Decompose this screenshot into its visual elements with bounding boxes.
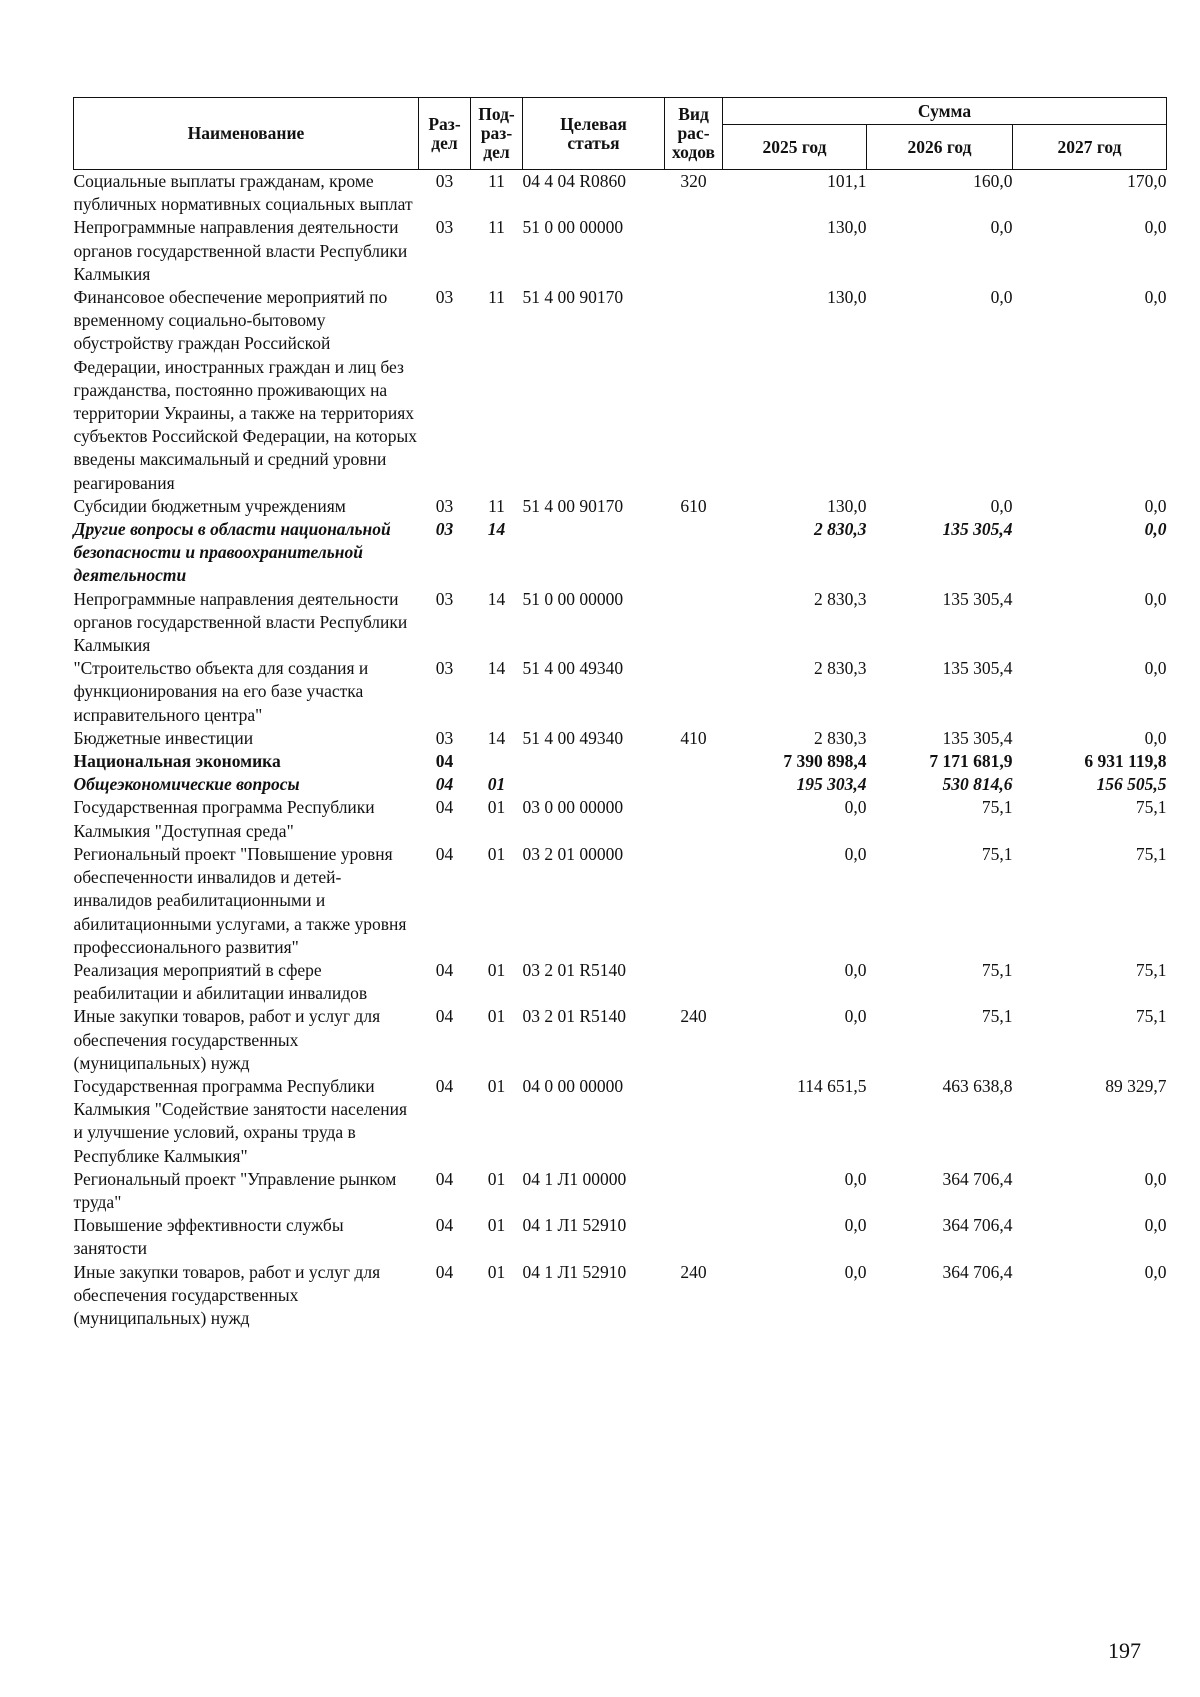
cell-vid-raskhodov: 410 bbox=[680, 727, 707, 748]
header-year-2026: 2026 год bbox=[867, 125, 1013, 170]
cell-podrazdel: 11 bbox=[488, 171, 505, 191]
cell-podrazdel: 14 bbox=[487, 658, 506, 679]
cell-2025: 0,0 bbox=[844, 797, 867, 818]
cell-2025: 114 651,5 bbox=[797, 1075, 867, 1096]
cell-podrazdel: 01 bbox=[487, 797, 506, 818]
cell-2026: 135 305,4 bbox=[942, 658, 1013, 679]
cell-vid-raskhodov bbox=[665, 286, 723, 495]
cell-tselevaya-statya: 03 2 01 R5140 bbox=[522, 959, 627, 980]
cell-vid-raskhodov bbox=[665, 750, 723, 773]
cell-podrazdel: 01 bbox=[487, 1075, 506, 1096]
cell-razdel: 04 bbox=[435, 1075, 454, 1096]
cell-tselevaya-statya: 03 2 01 00000 bbox=[522, 843, 624, 864]
cell-2026: 530 814,6 bbox=[942, 774, 1013, 795]
cell-2025: 0,0 bbox=[844, 1261, 867, 1282]
cell-2027: 75,1 bbox=[1135, 1006, 1167, 1027]
cell-2026: 0,0 bbox=[990, 495, 1013, 516]
cell-tselevaya-statya: 51 0 00 00000 bbox=[522, 217, 624, 238]
cell-2025: 7 390 898,4 bbox=[783, 751, 867, 772]
cell-podrazdel: 11 bbox=[488, 217, 505, 238]
cell-2027: 0,0 bbox=[1144, 1215, 1167, 1236]
page-number: 197 bbox=[1108, 1638, 1141, 1663]
table-row bbox=[74, 495, 1167, 518]
cell-podrazdel: 11 bbox=[488, 495, 505, 516]
cell-2027: 0,0 bbox=[1144, 217, 1167, 238]
cell-tselevaya-statya: 04 1 Л1 52910 bbox=[522, 1261, 627, 1282]
table-header bbox=[74, 98, 1167, 170]
table-row bbox=[74, 1261, 1167, 1331]
cell-2026: 75,1 bbox=[981, 959, 1013, 980]
cell-name: Непрограммные направления деятельности органов государственной власти Республики Калмыкия bbox=[73, 588, 408, 656]
cell-tselevaya-statya bbox=[523, 750, 665, 773]
cell-2025: 2 830,3 bbox=[814, 727, 867, 748]
cell-2027: 75,1 bbox=[1135, 959, 1167, 980]
cell-razdel: 03 bbox=[435, 171, 454, 191]
cell-tselevaya-statya: 51 4 00 49340 bbox=[522, 658, 624, 679]
cell-tselevaya-statya: 51 4 00 90170 bbox=[522, 495, 624, 516]
cell-2026: 75,1 bbox=[981, 797, 1013, 818]
cell-vid-raskhodov bbox=[665, 1075, 723, 1168]
cell-2026: 135 305,4 bbox=[942, 727, 1013, 748]
cell-razdel: 03 bbox=[435, 658, 454, 679]
cell-tselevaya-statya bbox=[523, 518, 665, 588]
cell-vid-raskhodov bbox=[665, 773, 723, 796]
cell-tselevaya-statya: 51 4 00 90170 bbox=[522, 287, 624, 308]
cell-razdel: 03 bbox=[435, 287, 454, 308]
table-row bbox=[74, 773, 1167, 796]
cell-2025: 0,0 bbox=[844, 1168, 867, 1189]
cell-podrazdel: 01 bbox=[487, 1006, 506, 1027]
cell-name: Повышение эффективности службы занятости bbox=[73, 1215, 344, 1259]
cell-2027: 0,0 bbox=[1144, 658, 1167, 679]
cell-razdel: 04 bbox=[435, 774, 454, 795]
cell-2026: 160,0 bbox=[973, 171, 1013, 191]
cell-razdel: 04 bbox=[435, 1215, 454, 1236]
table-row bbox=[74, 1168, 1167, 1214]
header-summa: Сумма bbox=[723, 98, 1167, 125]
cell-vid-raskhodov bbox=[665, 518, 723, 588]
cell-podrazdel bbox=[471, 750, 523, 773]
cell-2025: 0,0 bbox=[844, 843, 867, 864]
cell-vid-raskhodov bbox=[665, 796, 723, 842]
table-row bbox=[74, 1005, 1167, 1075]
cell-2025: 130,0 bbox=[827, 287, 867, 308]
cell-vid-raskhodov bbox=[665, 959, 723, 1005]
cell-name: "Строительство объекта для создания и функционирования на его базе участка исправительного центра" bbox=[73, 658, 369, 725]
header-tselevaya-statya: Целевая статья bbox=[523, 98, 665, 170]
cell-razdel: 04 bbox=[435, 751, 454, 772]
table-row bbox=[74, 1214, 1167, 1260]
cell-2025: 2 830,3 bbox=[814, 519, 867, 540]
table-row bbox=[74, 170, 1167, 217]
cell-vid-raskhodov: 320 bbox=[680, 171, 707, 191]
table-row bbox=[74, 588, 1167, 658]
cell-2025: 0,0 bbox=[844, 1215, 867, 1236]
cell-2027: 89 329,7 bbox=[1105, 1075, 1167, 1096]
cell-vid-raskhodov: 610 bbox=[680, 495, 707, 516]
cell-tselevaya-statya: 51 4 00 49340 bbox=[522, 727, 624, 748]
table-row bbox=[74, 796, 1167, 842]
cell-razdel: 03 bbox=[435, 727, 454, 748]
cell-razdel: 04 bbox=[435, 1006, 454, 1027]
cell-razdel: 03 bbox=[435, 588, 454, 609]
cell-razdel: 04 bbox=[435, 1168, 454, 1189]
cell-2027: 75,1 bbox=[1135, 797, 1167, 818]
cell-razdel: 04 bbox=[435, 797, 454, 818]
table-row bbox=[74, 843, 1167, 959]
table-row bbox=[74, 657, 1167, 727]
cell-2026: 0,0 bbox=[990, 287, 1013, 308]
cell-2025: 195 303,4 bbox=[796, 774, 867, 795]
header-podrazdel: Под- раз- дел bbox=[471, 98, 523, 170]
cell-2027: 0,0 bbox=[1144, 1168, 1167, 1189]
cell-2025: 101,1 bbox=[827, 171, 867, 191]
cell-2026: 75,1 bbox=[981, 1006, 1013, 1027]
cell-vid-raskhodov bbox=[665, 657, 723, 727]
cell-vid-raskhodov: 240 bbox=[680, 1006, 707, 1027]
cell-2026: 364 706,4 bbox=[942, 1168, 1013, 1189]
cell-name: Непрограммные направления деятельности органов государственной власти Республики Калмыкия bbox=[73, 217, 408, 284]
cell-razdel: 03 bbox=[435, 217, 454, 238]
cell-podrazdel: 01 bbox=[487, 843, 506, 864]
cell-podrazdel: 01 bbox=[487, 1168, 506, 1189]
cell-2026: 135 305,4 bbox=[942, 588, 1013, 609]
budget-table bbox=[73, 97, 1167, 1330]
cell-name: Другие вопросы в области национальной безопасности и правоохранительной деятельности bbox=[73, 519, 391, 586]
cell-razdel: 04 bbox=[435, 1261, 454, 1282]
cell-2027: 75,1 bbox=[1135, 843, 1167, 864]
cell-2026: 463 638,8 bbox=[942, 1075, 1013, 1096]
table-row bbox=[74, 1075, 1167, 1168]
cell-podrazdel: 01 bbox=[487, 959, 506, 980]
cell-podrazdel: 14 bbox=[487, 588, 506, 609]
table-row bbox=[74, 750, 1167, 773]
cell-vid-raskhodov bbox=[665, 1214, 723, 1260]
cell-vid-raskhodov bbox=[665, 588, 723, 658]
cell-2027: 0,0 bbox=[1144, 519, 1167, 540]
header-year-2025: 2025 год bbox=[723, 125, 867, 170]
cell-2025: 2 830,3 bbox=[814, 588, 867, 609]
cell-name: Региональный проект "Повышение уровня обеспеченности инвалидов и детей-инвалидов реабилитационными и абилитационными услугами, а также уровня профессионального развития" bbox=[73, 843, 407, 957]
table-row bbox=[74, 286, 1167, 495]
cell-2027: 0,0 bbox=[1144, 287, 1167, 308]
cell-podrazdel: 01 bbox=[487, 1261, 506, 1282]
table-row bbox=[74, 959, 1167, 1005]
cell-tselevaya-statya: 03 2 01 R5140 bbox=[522, 1006, 627, 1027]
cell-2027: 0,0 bbox=[1144, 588, 1167, 609]
cell-razdel: 03 bbox=[435, 495, 454, 516]
cell-2025: 0,0 bbox=[844, 959, 867, 980]
header-razdel: Раз- дел bbox=[419, 98, 471, 170]
cell-vid-raskhodov: 240 bbox=[680, 1261, 707, 1282]
cell-2025: 0,0 bbox=[844, 1006, 867, 1027]
cell-2025: 130,0 bbox=[827, 495, 867, 516]
cell-name: Социальные выплаты гражданам, кроме публичных нормативных социальных выплат bbox=[73, 171, 413, 215]
cell-tselevaya-statya: 04 0 00 00000 bbox=[522, 1075, 624, 1096]
cell-2026: 364 706,4 bbox=[942, 1261, 1013, 1282]
cell-2027: 156 505,5 bbox=[1096, 774, 1167, 795]
table-row bbox=[74, 216, 1167, 286]
cell-name: Общеэкономические вопросы bbox=[73, 774, 300, 795]
table-row bbox=[74, 727, 1167, 750]
cell-2027: 6 931 119,8 bbox=[1084, 751, 1167, 772]
cell-tselevaya-statya: 04 4 04 R0860 bbox=[522, 171, 627, 191]
table-row bbox=[74, 518, 1167, 588]
cell-name: Государственная программа Республики Калмыкия "Доступная среда" bbox=[73, 797, 375, 841]
header-year-2027: 2027 год bbox=[1013, 125, 1167, 170]
cell-2026: 135 305,4 bbox=[942, 519, 1013, 540]
cell-2026: 7 171 681,9 bbox=[929, 751, 1013, 772]
cell-name: Государственная программа Республики Калмыкия "Содействие занятости населения и улучшение условий, охраны труда в Республике Калмыкия" bbox=[73, 1075, 408, 1166]
cell-name: Финансовое обеспечение мероприятий по временному социально-бытовому обустройству граждан Российской Федерации, иностранных граждан и лиц без гражданства, постоянно проживающих на территории Украины, а также на территориях субъектов Российской Федерации, на которых введены максимальный и средний уровни реагирования bbox=[73, 287, 417, 493]
cell-name: Национальная экономика bbox=[73, 751, 281, 772]
cell-2027: 0,0 bbox=[1144, 1261, 1167, 1282]
cell-podrazdel: 11 bbox=[488, 287, 505, 308]
header-name: Наименование bbox=[74, 98, 419, 170]
header-vid-raskhodov: Вид рас- ходов bbox=[665, 98, 723, 170]
cell-tselevaya-statya: 03 0 00 00000 bbox=[522, 797, 624, 818]
cell-2027: 0,0 bbox=[1144, 495, 1167, 516]
cell-tselevaya-statya: 04 1 Л1 00000 bbox=[522, 1168, 627, 1189]
cell-podrazdel: 01 bbox=[487, 774, 506, 795]
cell-2027: 0,0 bbox=[1144, 727, 1167, 748]
cell-podrazdel: 14 bbox=[487, 519, 506, 540]
cell-name: Иные закупки товаров, работ и услуг для обеспечения государственных (муниципальных) нужд bbox=[73, 1261, 381, 1328]
cell-tselevaya-statya: 51 0 00 00000 bbox=[522, 588, 624, 609]
cell-tselevaya-statya bbox=[523, 773, 665, 796]
cell-name: Региональный проект "Управление рынком труда" bbox=[73, 1168, 397, 1212]
cell-name: Реализация мероприятий в сфере реабилитации и абилитации инвалидов bbox=[73, 959, 368, 1004]
cell-2026: 75,1 bbox=[981, 843, 1013, 864]
cell-vid-raskhodov bbox=[665, 843, 723, 959]
cell-razdel: 03 bbox=[435, 519, 454, 540]
cell-2025: 2 830,3 bbox=[814, 658, 867, 679]
cell-2027: 170,0 bbox=[1127, 171, 1167, 191]
cell-tselevaya-statya: 04 1 Л1 52910 bbox=[522, 1215, 627, 1236]
cell-2025: 130,0 bbox=[827, 217, 867, 238]
cell-vid-raskhodov bbox=[665, 216, 723, 286]
cell-vid-raskhodov bbox=[665, 1168, 723, 1214]
cell-2026: 0,0 bbox=[990, 217, 1013, 238]
cell-razdel: 04 bbox=[435, 959, 454, 980]
cell-razdel: 04 bbox=[435, 843, 454, 864]
cell-name: Бюджетные инвестиции bbox=[73, 727, 254, 748]
cell-name: Иные закупки товаров, работ и услуг для обеспечения государственных (муниципальных) нужд bbox=[73, 1006, 381, 1073]
cell-podrazdel: 01 bbox=[487, 1215, 506, 1236]
cell-podrazdel: 14 bbox=[487, 727, 506, 748]
cell-2026: 364 706,4 bbox=[942, 1215, 1013, 1236]
cell-name: Субсидии бюджетным учреждениям bbox=[73, 495, 346, 516]
table-body bbox=[74, 170, 1167, 1331]
